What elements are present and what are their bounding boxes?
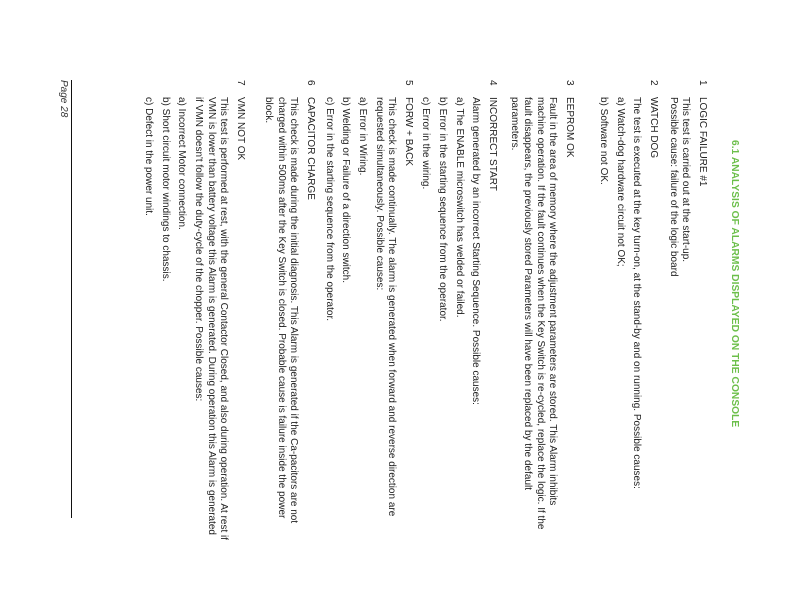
alarm-text: Possible cause: failure of the logic board	[667, 97, 679, 277]
alarm-name: WATCH DOG	[648, 97, 659, 159]
alarm-text: Alarm generated by an incorrect Starting Sequence. Possible causes:	[470, 97, 482, 405]
alarm-text: a) Error in Wiring.	[356, 97, 368, 176]
alarm-name: LOGIC FAILURE #1	[697, 97, 708, 187]
alarm-name: CAPACITOR CHARGE	[305, 97, 316, 200]
alarm-number: 2	[648, 80, 659, 86]
alarm-number: 6	[305, 80, 316, 86]
alarm-number: 4	[487, 80, 498, 86]
alarm-text: c) Error in the wiring.	[420, 97, 432, 190]
alarm-text: a) Incorrect Motor connection.	[176, 97, 188, 230]
alarm-name: FORW + BACK	[403, 97, 414, 166]
alarm-text: This test is carried out at the start-up.	[680, 97, 692, 263]
alarm-text: This check is made continually. The alarm is generated when forward and reverse direction are requested simultaneously. Possible causes:	[373, 97, 398, 517]
footer-divider	[71, 80, 72, 518]
alarm-number: 7	[235, 80, 246, 86]
alarm-text: a) Watch-dog hardware circuit not OK;	[614, 97, 626, 267]
alarm-text: c) Defect in the power unit.	[142, 97, 154, 216]
alarm-text: This check is made during the initial diagnosis. This Alarm is generated if the Ca-pacitors are not charged within 500ms after the Key Switch is closed. Probable cause is failure inside the power block.	[263, 97, 300, 524]
alarm-text: This test is performed at rest, with the general Contactor Closed, and also during operation. At rest if VMN is lower than battery voltage this Alarm is generated. During operation this Alarm is generated if VMN doesn't follow the duty-cycle of the chopper. Possible causes:	[193, 97, 230, 541]
alarm-number: 5	[403, 80, 414, 86]
alarm-item-incorrect-start	[414, 80, 498, 540]
alarm-text: c) Error in the starting sequence from the operator.	[323, 97, 335, 321]
alarm-text: b) Error in the starting sequence from the operator.	[436, 97, 448, 322]
alarm-text: b) Short circuit motor windings to chassis.	[159, 97, 171, 282]
alarm-item-logic-failure	[662, 80, 708, 540]
alarm-number: 1	[697, 80, 708, 86]
alarm-number: 3	[564, 80, 575, 86]
alarm-item-forw-back	[318, 80, 414, 540]
alarm-name: INCORRECT START	[487, 97, 498, 191]
alarm-item-vmn-not-ok	[137, 80, 246, 540]
alarm-item-watch-dog	[592, 80, 659, 540]
alarm-name: EEPROM OK	[564, 97, 575, 158]
alarm-item-capacitor-charge	[257, 80, 316, 540]
section-title: 6.1 ANALYSIS OF ALARMS DISPLAYED ON THE CONSOLE	[729, 140, 740, 428]
alarm-text: Fault in the area of memory where the adjustment parameters are stored. This Alarm inhibits machine operation. If the fault continues when the Key Switch is re-cycled, replace the logic. If the fault disappears, the previously stored Parameters will have been replaced by the default parameters.	[509, 97, 559, 530]
page-number: Page 28	[58, 80, 69, 118]
alarm-text: a) The ENABLE microswitch has welded or failed.	[453, 97, 465, 318]
alarm-name: VMN NOT OK	[235, 97, 246, 161]
alarm-text: b) Welding or Failure of a direction switch.	[340, 97, 352, 284]
alarm-item-eeprom	[504, 80, 575, 540]
alarm-text: b) Software not OK.	[597, 97, 609, 185]
alarm-text: The test is executed at the key turn-on, at the stand-by and on running. Possible causes:	[631, 97, 643, 489]
